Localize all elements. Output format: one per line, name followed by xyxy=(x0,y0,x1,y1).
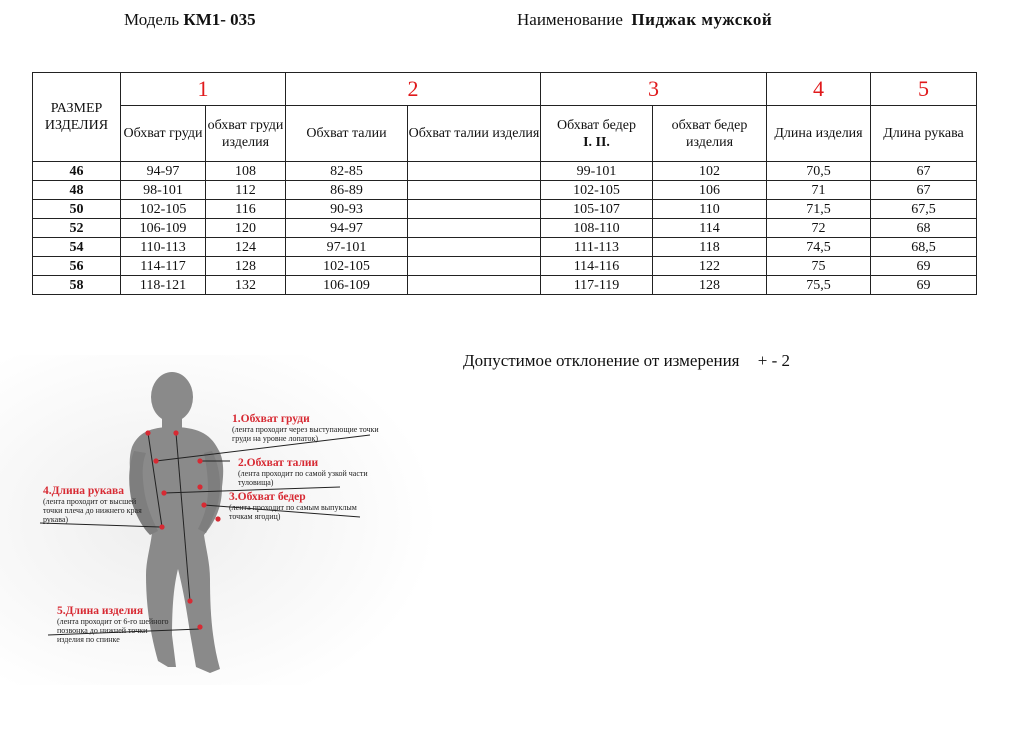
table-cell: 99-101 xyxy=(541,162,653,181)
size-cell: 52 xyxy=(33,219,121,238)
tolerance-value: + - 2 xyxy=(757,351,790,370)
table-cell: 114-116 xyxy=(541,257,653,276)
name-prefix: Наименование xyxy=(517,10,623,29)
table-cell: 102-105 xyxy=(541,181,653,200)
table-cell: 132 xyxy=(206,276,286,295)
table-cell: 120 xyxy=(206,219,286,238)
group-number-2: 2 xyxy=(286,73,541,106)
name-header xyxy=(517,10,772,30)
table-cell: 69 xyxy=(871,276,977,295)
table-row xyxy=(33,200,977,219)
table-cell: 90-93 xyxy=(286,200,408,219)
sleeve-label xyxy=(43,485,143,524)
table-cell: 105-107 xyxy=(541,200,653,219)
table-cell xyxy=(408,200,541,219)
column-header-length: Длина изделия xyxy=(767,106,871,162)
table-row xyxy=(33,238,977,257)
table-row xyxy=(33,257,977,276)
table-row xyxy=(33,162,977,181)
table-cell xyxy=(408,276,541,295)
group-number-5: 5 xyxy=(871,73,977,106)
table-row xyxy=(33,219,977,238)
column-header-chest-garment: обхват груди изделия xyxy=(206,106,286,162)
table-cell: 110-113 xyxy=(121,238,206,257)
model-code: КМ1- 035 xyxy=(183,10,256,29)
table-cell: 114-117 xyxy=(121,257,206,276)
chest-label xyxy=(232,413,382,443)
table-cell: 71 xyxy=(767,181,871,200)
group-number-1: 1 xyxy=(121,73,286,106)
sleeve-label-title: 4.Длина рукава xyxy=(43,485,125,497)
size-column-header: РАЗМЕР ИЗДЕЛИЯ xyxy=(33,73,121,162)
waist-label-title: 2.Обхват талии xyxy=(238,457,319,469)
tolerance-label: Допустимое отклонение от измерения xyxy=(463,351,740,370)
table-cell: 68 xyxy=(871,219,977,238)
name-value: Пиджак мужской xyxy=(631,10,773,29)
table-cell: 124 xyxy=(206,238,286,257)
table-cell: 102-105 xyxy=(121,200,206,219)
group-number-4: 4 xyxy=(767,73,871,106)
size-cell: 58 xyxy=(33,276,121,295)
table-cell: 67 xyxy=(871,162,977,181)
table-cell xyxy=(408,162,541,181)
model-prefix: Модель xyxy=(124,10,180,29)
table-cell xyxy=(408,219,541,238)
table-cell: 67 xyxy=(871,181,977,200)
size-cell: 50 xyxy=(33,200,121,219)
model-header xyxy=(124,10,256,30)
table-cell: 94-97 xyxy=(286,219,408,238)
length-label-title: 5.Длина изделия xyxy=(57,605,144,617)
table-cell: 75,5 xyxy=(767,276,871,295)
column-header-hips-label: Обхват бедер xyxy=(557,117,636,133)
table-cell: 71,5 xyxy=(767,200,871,219)
table-cell: 69 xyxy=(871,257,977,276)
table-cell: 106-109 xyxy=(121,219,206,238)
table-cell: 128 xyxy=(206,257,286,276)
table-cell: 67,5 xyxy=(871,200,977,219)
hips-label xyxy=(229,491,377,521)
waist-label xyxy=(238,457,373,487)
table-cell: 122 xyxy=(653,257,767,276)
table-row xyxy=(33,181,977,200)
column-header-hips xyxy=(541,106,653,162)
table-cell: 112 xyxy=(206,181,286,200)
table-cell: 114 xyxy=(653,219,767,238)
table-cell: 86-89 xyxy=(286,181,408,200)
hips-label-title: 3.Обхват бедер xyxy=(229,491,306,503)
sleeve-label-desc: (лента проходит от высшей точки плеча до нижнего края рукава) xyxy=(43,497,142,524)
tolerance-note xyxy=(463,351,790,371)
chest-label-title: 1.Обхват груди xyxy=(232,413,310,425)
table-cell: 110 xyxy=(653,200,767,219)
measurement-figure xyxy=(0,355,460,685)
size-cell: 46 xyxy=(33,162,121,181)
column-header-waist-garment: Обхват талии изделия xyxy=(408,106,541,162)
table-cell: 98-101 xyxy=(121,181,206,200)
table-cell xyxy=(408,257,541,276)
table-cell: 108-110 xyxy=(541,219,653,238)
table-row xyxy=(33,276,977,295)
table-cell: 106-109 xyxy=(286,276,408,295)
table-cell: 82-85 xyxy=(286,162,408,181)
table-cell: 68,5 xyxy=(871,238,977,257)
table-cell: 106 xyxy=(653,181,767,200)
length-label xyxy=(57,605,175,644)
table-cell: 102-105 xyxy=(286,257,408,276)
table-cell xyxy=(408,181,541,200)
column-header-sleeve: Длина рукава xyxy=(871,106,977,162)
column-header-waist: Обхват талии xyxy=(286,106,408,162)
chest-label-desc: (лента проходит через выступающие точки груди на уровне лопаток) xyxy=(232,425,379,443)
table-cell: 118-121 xyxy=(121,276,206,295)
table-cell: 108 xyxy=(206,162,286,181)
table-cell: 102 xyxy=(653,162,767,181)
table-cell: 94-97 xyxy=(121,162,206,181)
hips-label-desc: (лента проходит по самым выпуклым точкам ягодиц) xyxy=(229,503,357,521)
table-cell: 117-119 xyxy=(541,276,653,295)
size-cell: 48 xyxy=(33,181,121,200)
size-table xyxy=(32,72,977,295)
table-cell: 116 xyxy=(206,200,286,219)
size-cell: 54 xyxy=(33,238,121,257)
column-header-chest: Обхват груди xyxy=(121,106,206,162)
table-cell: 74,5 xyxy=(767,238,871,257)
column-header-hips-garment: обхват бедер изделия xyxy=(653,106,767,162)
table-cell: 75 xyxy=(767,257,871,276)
table-cell: 118 xyxy=(653,238,767,257)
table-cell: 128 xyxy=(653,276,767,295)
table-cell: 97-101 xyxy=(286,238,408,257)
table-cell: 111-113 xyxy=(541,238,653,257)
group-number-3: 3 xyxy=(541,73,767,106)
table-cell: 70,5 xyxy=(767,162,871,181)
table-cell xyxy=(408,238,541,257)
length-label-desc: (лента проходит от 6-го шейного позвонка до нижней точки изделия по спинке xyxy=(57,617,169,644)
waist-label-desc: (лента проходит по самой узкой части туловища) xyxy=(238,469,368,487)
table-cell: 72 xyxy=(767,219,871,238)
size-cell: 56 xyxy=(33,257,121,276)
column-header-hips-sub: I. II. xyxy=(583,134,610,150)
